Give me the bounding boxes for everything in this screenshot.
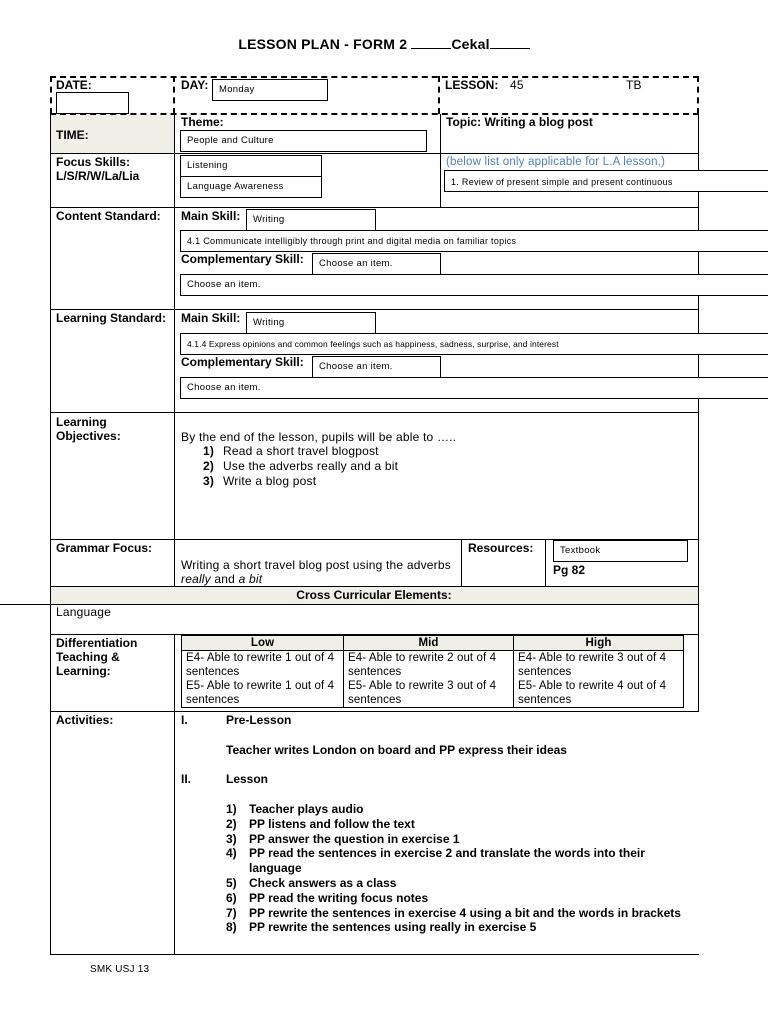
cs-complementary-standard-field[interactable] [180,274,768,296]
list-item [226,876,686,891]
ls-complementary-value: Choose an item. [319,361,393,372]
table-cell [182,651,344,708]
title-prefix: LESSON PLAN - FORM 2 [238,36,408,52]
grammar-resources-divider [461,539,462,586]
step-number: 6) [226,890,237,905]
differentiation-e5-mid: E5- Able to rewrite 3 out of 4 sentences [348,680,497,706]
learning-standard-label: Learning Standard: [56,311,167,325]
title-blank-right [490,38,530,49]
footer-school: SMK USJ 13 [90,964,150,975]
grammar-text: Writing a short travel blog post using the adverbs [181,558,451,572]
la-note: (below list only applicable for L.A lesson,) [446,156,666,168]
differentiation-header-row [182,636,684,651]
table-left-border [50,634,51,954]
differentiation-table [181,635,684,708]
step-number: 8) [226,920,237,935]
grammar-focus-text [181,558,451,586]
lesson-section-number: II. [181,772,192,786]
table-row [182,651,684,708]
grammar-focus-label: Grammar Focus: [56,541,153,555]
theme-label: Theme: [181,115,224,129]
step-number: 3) [226,831,237,846]
objective-item [203,474,398,489]
row-divider [50,412,699,413]
step-text: Check answers as a class [249,875,397,890]
cs-complementary-standard-value: Choose an item. [187,279,261,290]
pre-lesson-text: Teacher writes London on board and PP express their ideas [226,743,567,757]
ls-main-skill-value: Writing [253,317,285,328]
grammar-adverb-1: really [181,572,211,586]
objective-text: Write a blog post [223,474,317,488]
date-field[interactable] [56,92,129,114]
objective-text: Read a short travel blogpost [223,444,379,458]
activities-label: Activities: [56,713,114,727]
step-number: 1) [226,802,237,816]
ls-main-skill-label: Main Skill: [181,311,241,325]
list-item [226,846,686,876]
objective-item [203,459,398,474]
step-number: 7) [226,905,237,920]
cross-curricular-value: Language [56,605,111,619]
cs-main-skill-value: Writing [253,214,285,225]
differentiation-e4-mid: E4- Able to rewrite 2 out of 4 sentences [348,652,497,678]
time-label: TIME: [56,128,89,142]
pre-lesson-number: I. [181,713,188,727]
step-text: PP listens and follow the text [249,816,415,831]
label-column-divider [174,634,175,954]
cs-main-standard-value: 4.1 Communicate intelligibly through print and digital media on familiar topics [187,236,517,246]
theme-value: People and Culture [187,135,274,146]
row-divider [50,207,699,208]
step-text: PP rewrite the sentences using really in exercise 5 [249,920,537,935]
step-number: 2) [226,816,237,831]
date-label: DATE: [56,78,92,92]
ls-main-standard-value: 4.1.4 Express opinions and common feelings such as happiness, sadness, surprise, and interest [187,339,559,349]
list-item [226,832,686,847]
top-row-dashed-border [173,76,175,114]
page-title [0,36,768,52]
differentiation-e5-low: E5- Able to rewrite 1 out of 4 sentences [186,680,335,706]
list-item [226,817,686,832]
ls-complementary-standard-field[interactable] [180,377,768,399]
step-text: PP answer the question in exercise 1 [249,831,460,846]
pre-lesson-title: Pre-Lesson [226,713,292,727]
resource-page-ref: Pg 82 [553,563,586,577]
step-text: Teacher plays audio [249,802,364,816]
focus-skill-2-value: Language Awareness [187,181,284,192]
list-item [226,802,686,817]
top-row-dashed-border [50,76,52,114]
day-label: DAY: [181,78,209,92]
lesson-label: LESSON: [445,78,499,92]
objective-item [203,444,398,459]
objectives-intro: By the end of the lesson, pupils will be able to ….. [181,430,457,444]
title-blank-left [411,38,451,49]
cs-complementary-label: Complementary Skill: [181,252,304,266]
theme-topic-divider [440,114,441,208]
cs-main-skill-label: Main Skill: [181,209,241,223]
lesson-number: 45 [510,78,524,92]
differentiation-column-header: Low [182,636,344,651]
resources-divider [545,539,546,586]
grammar-adverb-2: a bit [238,572,263,586]
lesson-steps-list [226,802,686,935]
cs-complementary-value: Choose an item. [319,258,393,269]
objective-number: 1) [203,444,215,458]
objectives-list [203,444,398,489]
table-cell [344,651,514,708]
top-row-dashed-border [438,76,440,114]
title-class-name: Cekal [451,36,490,52]
row-divider [50,309,699,310]
learning-objectives-label: Learning Objectives: [56,415,121,443]
step-text: PP read the sentences in exercise 2 and translate the words into their language [249,846,645,876]
differentiation-column-header: Mid [344,636,514,651]
table-cell [514,651,684,708]
step-number: 5) [226,875,237,890]
differentiation-e4-high: E4- Able to rewrite 3 out of 4 sentences [518,652,667,678]
list-item [226,891,686,906]
lesson-section-title: Lesson [226,772,269,786]
cross-curricular-label: Cross Curricular Elements: [296,588,452,602]
objective-number: 2) [203,459,215,473]
row-divider [50,153,699,154]
differentiation-column-header: High [514,636,684,651]
ls-complementary-standard-value: Choose an item. [187,382,261,393]
differentiation-label: Differentiation Teaching & Learning: [56,636,138,678]
topic-label: Topic: Writing a blog post [446,115,593,129]
objective-text: Use the adverbs really and a bit [223,459,399,473]
differentiation-e4-low: E4- Able to rewrite 1 out of 4 sentences [186,652,335,678]
day-value: Monday [219,84,255,95]
table-bottom-border [50,954,699,955]
step-number: 4) [226,846,237,861]
content-standard-label: Content Standard: [56,209,161,223]
step-text: PP read the writing focus notes [249,890,429,905]
row-divider [50,711,699,712]
focus-skills-label: Focus Skills: L/S/R/W/La/Lia [56,155,140,183]
lesson-suffix: TB [626,78,642,92]
resource-value: Textbook [560,545,601,556]
focus-skill-1-value: Listening [187,160,228,171]
objective-number: 3) [203,474,215,488]
label-column-divider [174,114,175,586]
resources-label: Resources: [468,541,534,555]
ls-complementary-label: Complementary Skill: [181,355,304,369]
top-row-dashed-border [50,76,699,78]
grammar-joiner: and [210,572,239,586]
step-text: PP rewrite the sentences in exercise 4 using a bit and the words in brackets [249,905,681,920]
differentiation-e5-high: E5- Able to rewrite 4 out of 4 sentences [518,680,667,706]
la-item-value: 1. Review of present simple and present continuous [451,177,673,187]
list-item [226,920,686,935]
list-item [226,906,686,921]
top-row-dashed-border [697,76,699,114]
